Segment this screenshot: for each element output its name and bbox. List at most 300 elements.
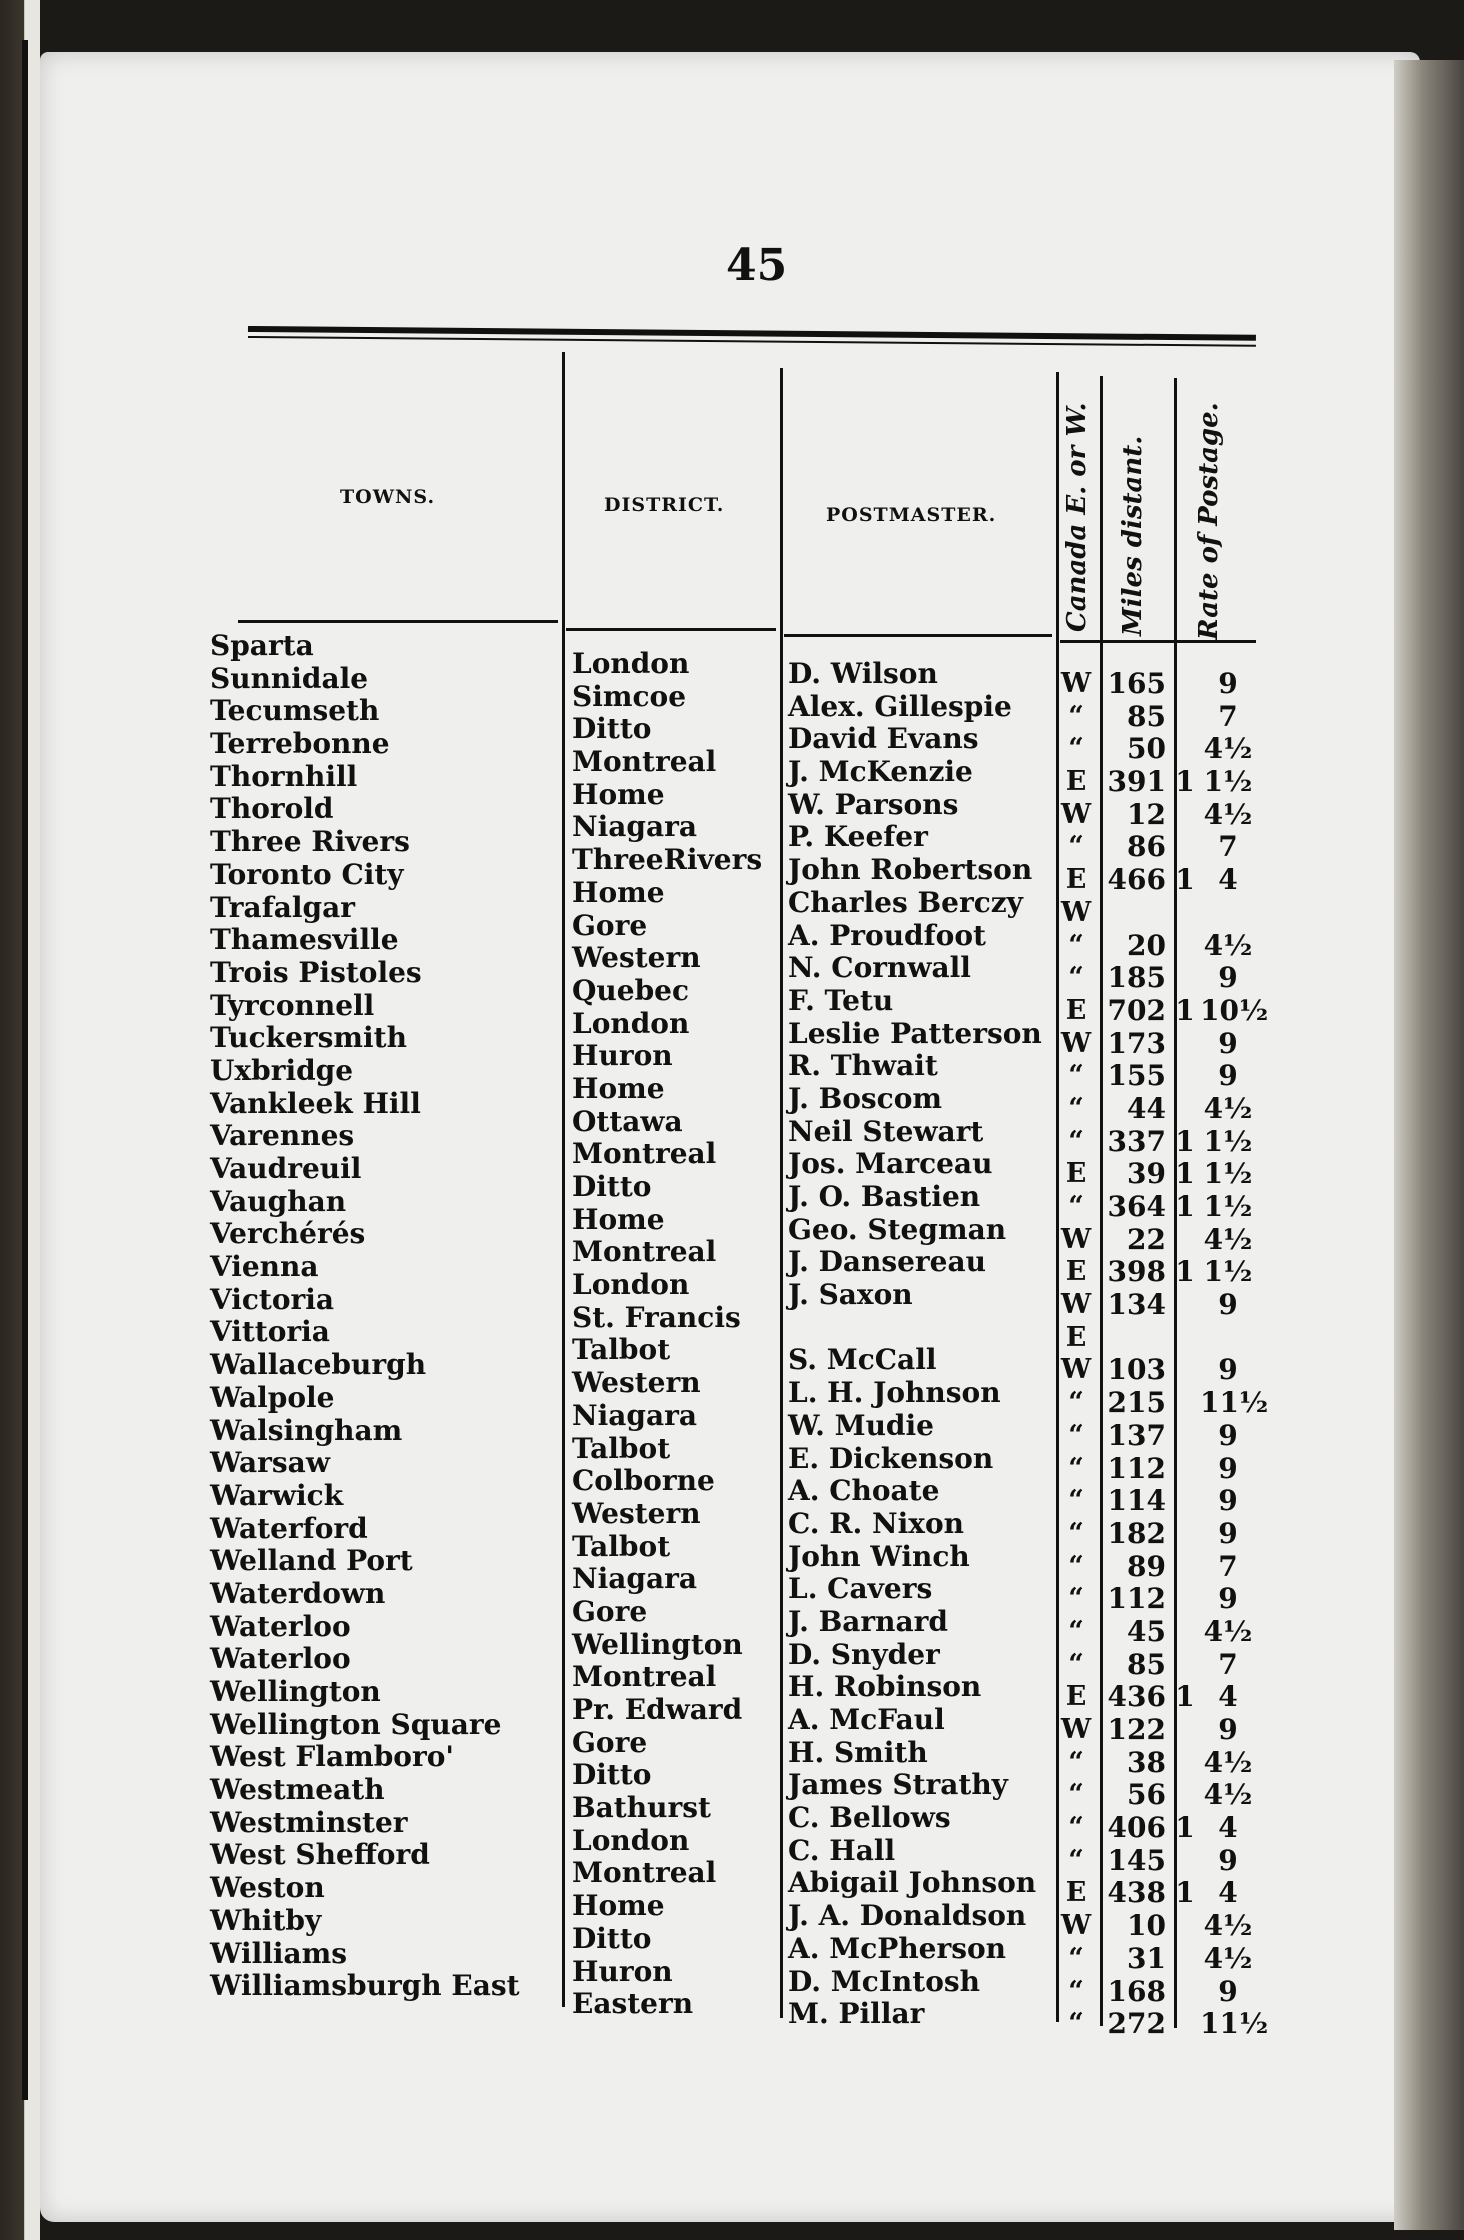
extra-value: 1 (1175, 1157, 1195, 1191)
town-name: Thorold (210, 792, 334, 826)
district-name: Home (572, 875, 665, 909)
rate-value: 4½ (1203, 1222, 1253, 1256)
canada-ew-value: W (1060, 1289, 1092, 1321)
extra-value (1172, 701, 1198, 734)
postmaster-name: John Robertson (788, 853, 1033, 887)
extra-value (1172, 1583, 1198, 1616)
rate-value: 7 (1218, 1549, 1238, 1583)
canada-ew-value: “ (1068, 1812, 1084, 1844)
rate-value (1200, 897, 1256, 930)
town-name: Toronto City (210, 857, 404, 891)
town-name: Warsaw (210, 1446, 330, 1480)
postmaster-name: A. McPherson (788, 1931, 1007, 1965)
postmaster-name: A. McFaul (788, 1703, 945, 1736)
miles-value: 45 (1127, 1614, 1166, 1648)
rate-value: 9 (1218, 1843, 1238, 1877)
miles-value: 10 (1127, 1909, 1166, 1943)
rate-value: 9 (1218, 1026, 1238, 1060)
district-name: Montreal (572, 1137, 717, 1171)
miles-value: 38 (1127, 1745, 1166, 1779)
postmaster-name: Abigail Johnson (788, 1866, 1037, 1900)
miles-value: 155 (1107, 1059, 1166, 1093)
canada-ew-value: “ (1068, 1583, 1084, 1615)
canada-ew-value: “ (1068, 929, 1084, 961)
canada-ew-value: W (1060, 1354, 1092, 1386)
canada-ew-value: “ (1068, 831, 1084, 863)
rate-value: 9 (1218, 1484, 1238, 1518)
miles-value: 89 (1127, 1549, 1166, 1583)
miles-value: 56 (1127, 1778, 1166, 1812)
miles-value: 436 (1107, 1680, 1166, 1714)
canada-ew-value: “ (1068, 1452, 1084, 1484)
district-name: Gore (572, 1594, 648, 1628)
district-name: Talbot (572, 1529, 671, 1563)
town-name: Westminster (210, 1805, 408, 1839)
miles-value: 182 (1107, 1516, 1166, 1550)
postmaster-name: J. Dansereau (788, 1245, 986, 1279)
postmaster-name: N. Cornwall (788, 951, 971, 985)
postmaster-name: Leslie Patterson (788, 1016, 1042, 1050)
rate-value: 1½ (1203, 765, 1253, 799)
canada-ew-value: “ (1068, 1942, 1084, 1974)
canada-ew-value: E (1065, 1256, 1087, 1288)
extra-value (1172, 1420, 1198, 1453)
extra-value (1172, 1093, 1198, 1126)
district-name: Home (572, 1889, 665, 1923)
district-name: St. Francis (572, 1300, 741, 1334)
town-name: Thamesville (210, 923, 399, 957)
rate-value: 4½ (1203, 797, 1253, 831)
postmaster-name: R. Thwait (788, 1049, 938, 1083)
postmaster-name: C. Hall (788, 1833, 896, 1867)
miles-value: 438 (1107, 1876, 1166, 1910)
header-towns: TOWNS. (340, 486, 436, 508)
postmaster-name: D. Wilson (788, 657, 938, 690)
postmaster-name: David Evans (788, 722, 979, 756)
town-name: West Shefford (210, 1838, 430, 1872)
extra-value (1172, 1943, 1198, 1976)
canada-ew-value: W (1060, 668, 1092, 699)
district-name: Ditto (572, 1758, 652, 1792)
miles-value: 272 (1107, 2007, 1166, 2041)
town-name: Whitby (210, 1903, 322, 1937)
rate-value: 9 (1218, 1451, 1238, 1485)
extra-value (1172, 1060, 1198, 1093)
canada-ew-value: W (1060, 1223, 1092, 1255)
town-name: Vienna (210, 1250, 319, 1284)
extra-value (1172, 962, 1198, 995)
town-name: Waterford (210, 1511, 368, 1545)
rate-value: 9 (1218, 1353, 1238, 1387)
district-name: Talbot (572, 1431, 671, 1465)
town-name: Victoria (210, 1282, 335, 1316)
district-name: Home (572, 1071, 665, 1105)
miles-value: 85 (1127, 1647, 1166, 1681)
miles-value: 112 (1107, 1451, 1166, 1485)
header-canada-e-or-w: Canada E. or W. (1062, 402, 1092, 632)
town-name: Varennes (210, 1119, 355, 1153)
extra-value: 1 (1175, 1124, 1195, 1158)
header-underline (238, 620, 558, 623)
extra-value (1172, 1354, 1198, 1387)
postmaster-name: A. Choate (788, 1474, 940, 1508)
town-name: Williamsburgh East (210, 1969, 520, 2003)
canada-ew-value: “ (1068, 1615, 1084, 1647)
town-name: Waterdown (210, 1576, 386, 1610)
district-column (572, 648, 762, 2021)
town-name: Trafalgar (210, 890, 355, 924)
postmaster-name: Alex. Gillespie (788, 689, 1012, 723)
town-name: Wallaceburgh (210, 1348, 427, 1382)
canada-ew-value: “ (1068, 700, 1084, 732)
town-name: Walpole (210, 1380, 335, 1414)
miles-value: 134 (1107, 1288, 1166, 1322)
canada-ew-value: “ (1068, 2008, 1084, 2040)
miles-value: 137 (1107, 1418, 1166, 1452)
district-name: Home (572, 1202, 665, 1236)
district-name: Ottawa (572, 1104, 683, 1138)
extra-value (1172, 1224, 1198, 1257)
postmaster-name: J. O. Bastien (788, 1180, 981, 1213)
canada-ew-value: “ (1068, 1746, 1084, 1778)
header-district: DISTRICT. (604, 494, 725, 516)
extra-value (1172, 2008, 1198, 2041)
rate-value: 4½ (1203, 1778, 1253, 1812)
canada-ew-value: “ (1068, 1485, 1084, 1517)
district-name: Ditto (572, 1170, 652, 1203)
district-name: Quebec (572, 973, 690, 1007)
rate-value: 9 (1218, 961, 1238, 995)
extra-value: 1 (1175, 765, 1195, 799)
postmaster-name: E. Dickenson (788, 1441, 994, 1475)
miles-value: 86 (1127, 830, 1166, 864)
town-name: Vankleek Hill (210, 1086, 421, 1120)
column-divider (780, 368, 783, 2018)
canada-ew-value: W (1060, 1910, 1092, 1942)
district-name: Montreal (572, 1235, 717, 1269)
miles-value: 39 (1127, 1157, 1166, 1191)
canada-ew-value: E (1065, 1877, 1087, 1909)
rate-column (1200, 667, 1269, 2041)
extra-value (1172, 831, 1198, 864)
postmaster-name: C. R. Nixon (788, 1506, 965, 1540)
postmaster-name: J. Saxon (788, 1278, 913, 1312)
extra-value (1172, 1289, 1198, 1322)
town-name: Sparta (210, 629, 314, 662)
district-name: ThreeRivers (572, 843, 763, 877)
miles-column (1096, 668, 1166, 2041)
district-name: Gore (572, 1725, 648, 1759)
extra-value (1172, 733, 1198, 766)
extra-value (1172, 930, 1198, 963)
header-underline (1060, 640, 1256, 643)
header-postmaster: POSTMASTER. (826, 504, 997, 526)
miles-value: 364 (1107, 1190, 1166, 1223)
miles-value: 103 (1107, 1353, 1166, 1387)
postmaster-name (788, 1312, 1042, 1345)
extra-value (1172, 1714, 1198, 1747)
district-name: Home (572, 777, 665, 811)
extra-value (1172, 1747, 1198, 1780)
district-name: Montreal (572, 745, 717, 779)
rate-value: 1½ (1203, 1190, 1253, 1223)
header-rate-of-postage: Rate of Postage. (1194, 402, 1224, 640)
postmaster-name: D. McIntosh (788, 1964, 981, 1998)
district-name: Montreal (572, 1660, 717, 1694)
miles-value: 50 (1127, 732, 1166, 766)
header-miles-distant: Miles distant. (1118, 435, 1148, 636)
district-name: Niagara (572, 1562, 697, 1596)
town-name: Terrebonne (210, 727, 390, 761)
extra-value (1172, 897, 1198, 930)
canada-ew-value: “ (1068, 1125, 1084, 1157)
town-name: Vaudreuil (210, 1152, 362, 1185)
canada-ew-value: E (1065, 994, 1087, 1026)
canada-ew-value: “ (1068, 1550, 1084, 1582)
postmaster-name: F. Tetu (788, 983, 894, 1017)
canada-ew-value: W (1060, 1027, 1092, 1059)
rate-value: 4 (1218, 1811, 1238, 1845)
rate-value: 11½ (1200, 2007, 1269, 2041)
postmaster-name: W. Mudie (788, 1408, 934, 1442)
rate-value: 9 (1218, 667, 1238, 700)
miles-value: 391 (1107, 765, 1166, 799)
town-name: Tuckersmith (210, 1021, 407, 1055)
town-name: Verchérés (210, 1217, 366, 1251)
town-name: Three Rivers (210, 825, 410, 859)
canada-ew-value: E (1065, 1681, 1087, 1713)
postmaster-name: J. A. Donaldson (788, 1899, 1027, 1933)
postmaster-name: M. Pillar (788, 1997, 925, 2031)
postmaster-name: W. Parsons (788, 787, 959, 821)
rate-value: 11½ (1200, 1386, 1269, 1420)
extra-value (1172, 668, 1198, 701)
book-spine (22, 40, 28, 2100)
towns-column (210, 630, 520, 2003)
miles-value: 20 (1127, 928, 1166, 962)
miles-value (1096, 897, 1166, 930)
district-name: London (572, 1006, 690, 1040)
extra-value (1172, 799, 1198, 832)
extra-value: 1 (1175, 993, 1195, 1027)
district-name: Pr. Edward (572, 1693, 743, 1726)
miles-value: 112 (1107, 1582, 1166, 1616)
town-name: West Flamboro' (210, 1740, 454, 1774)
extra-value (1172, 1976, 1198, 2009)
postmaster-name: D. Snyder (788, 1637, 940, 1671)
district-name: London (572, 1823, 690, 1857)
town-name: Uxbridge (210, 1053, 354, 1087)
district-name: Talbot (572, 1333, 671, 1367)
town-name: Sunnidale (210, 661, 369, 695)
extra-value (1172, 1649, 1198, 1682)
district-name: Western (572, 1496, 701, 1530)
rate-value: 10½ (1200, 993, 1269, 1027)
extra-value: 1 (1175, 1680, 1195, 1714)
extra-value (1172, 1845, 1198, 1878)
miles-value: 337 (1107, 1124, 1166, 1158)
extra-value: 1 (1175, 1876, 1195, 1910)
rate-value: 7 (1218, 699, 1238, 733)
rate-value: 4½ (1203, 732, 1253, 766)
rate-value (1200, 1322, 1256, 1355)
rate-value: 4½ (1203, 928, 1253, 962)
miles-value: 173 (1107, 1026, 1166, 1060)
extra-value (1172, 1616, 1198, 1649)
district-name: London (572, 647, 690, 680)
rate-value: 7 (1218, 1647, 1238, 1681)
rate-value: 4½ (1203, 1941, 1253, 1975)
extra-value (1172, 1485, 1198, 1518)
canada-ew-value: “ (1068, 1387, 1084, 1419)
district-name: Gore (572, 908, 648, 942)
header-underline (784, 634, 1052, 637)
extra-value (1172, 1322, 1198, 1355)
canada-ew-value: E (1065, 1321, 1087, 1353)
postmaster-name: J. McKenzie (788, 755, 973, 789)
postmaster-name: H. Smith (788, 1735, 928, 1769)
postmaster-name: John Winch (788, 1539, 970, 1573)
rate-value: 9 (1218, 1516, 1238, 1550)
district-name: Ditto (572, 712, 652, 746)
miles-value: 398 (1107, 1255, 1166, 1289)
header-underline (566, 628, 776, 631)
miles-value: 406 (1107, 1811, 1166, 1845)
postmaster-column (788, 658, 1042, 2031)
rate-value: 9 (1218, 1713, 1238, 1746)
page-right-edge (1394, 60, 1464, 2230)
miles-value: 168 (1107, 1974, 1166, 2008)
district-name: Ditto (572, 1921, 652, 1955)
extra-value: 1 (1175, 1811, 1195, 1845)
town-name: Wellington Square (210, 1707, 502, 1741)
town-name: Williams (210, 1936, 348, 1970)
extra-value: 1 (1175, 1255, 1195, 1289)
postmaster-name: A. Proudfoot (788, 918, 986, 952)
canada-ew-value: “ (1068, 1419, 1084, 1451)
rate-value: 4 (1218, 1680, 1238, 1714)
extra-value (1172, 1551, 1198, 1584)
district-name: Western (572, 941, 701, 975)
miles-value: 122 (1107, 1713, 1166, 1746)
rate-value: 4½ (1203, 1745, 1253, 1779)
district-name: Niagara (572, 1398, 697, 1432)
canada-ew-value: “ (1068, 1779, 1084, 1811)
canada-ew-value: W (1060, 1714, 1092, 1745)
extra-value (1172, 1387, 1198, 1420)
postmaster-name: Charles Berczy (788, 885, 1023, 919)
town-name: Thornhill (210, 759, 358, 793)
rate-value: 9 (1218, 1974, 1238, 2008)
extra-value: 1 (1175, 1190, 1195, 1223)
extra-column (1172, 668, 1198, 2041)
town-name: Vittoria (210, 1315, 330, 1349)
rate-value: 4½ (1203, 1614, 1253, 1648)
district-name: Niagara (572, 810, 697, 844)
town-name: Westmeath (210, 1773, 385, 1807)
miles-value: 12 (1127, 797, 1166, 831)
district-name: Wellington (572, 1627, 743, 1661)
miles-value: 215 (1107, 1386, 1166, 1420)
district-name: Huron (572, 1954, 673, 1988)
postmaster-name: L. H. Johnson (788, 1376, 1001, 1410)
district-name: Montreal (572, 1856, 717, 1890)
postmaster-name: Neil Stewart (788, 1114, 984, 1148)
page-number: 45 (726, 240, 788, 291)
extra-value (1172, 1779, 1198, 1812)
town-name: Walsingham (210, 1413, 403, 1447)
district-name: Colborne (572, 1464, 715, 1498)
miles-value: 85 (1127, 699, 1166, 733)
extra-value: 1 (1175, 863, 1195, 897)
town-name: Welland Port (210, 1544, 413, 1578)
rate-value: 7 (1218, 830, 1238, 864)
miles-value (1096, 1322, 1166, 1355)
canada-ew-column (1058, 668, 1094, 2041)
canada-ew-value: “ (1068, 1648, 1084, 1680)
town-name: Tecumseth (210, 694, 380, 728)
canada-ew-value: “ (1068, 733, 1084, 765)
town-name: Tyrconnell (210, 988, 375, 1022)
canada-ew-value: “ (1068, 1191, 1084, 1222)
postmaster-name: J. Boscom (788, 1081, 943, 1115)
rate-value: 4 (1218, 863, 1238, 897)
canada-ew-value: E (1065, 766, 1087, 798)
rate-value: 9 (1218, 1582, 1238, 1616)
miles-value: 145 (1107, 1843, 1166, 1877)
rate-value: 1½ (1203, 1124, 1253, 1158)
miles-value: 31 (1127, 1941, 1166, 1975)
miles-value: 22 (1127, 1222, 1166, 1256)
rate-value: 9 (1218, 1059, 1238, 1093)
town-name: Trois Pistoles (210, 955, 422, 989)
rate-value: 1½ (1203, 1157, 1253, 1191)
rate-value: 9 (1218, 1288, 1238, 1322)
town-name: Vaughan (210, 1184, 347, 1218)
district-name: Huron (572, 1039, 673, 1073)
miles-value: 185 (1107, 961, 1166, 995)
canada-ew-value: E (1065, 864, 1087, 896)
town-name: Wellington (210, 1675, 381, 1708)
town-name: Waterloo (210, 1609, 351, 1643)
rate-value: 1½ (1203, 1255, 1253, 1289)
canada-ew-value: “ (1068, 1975, 1084, 2007)
miles-value: 44 (1127, 1091, 1166, 1125)
postmaster-name: S. McCall (788, 1343, 937, 1377)
miles-value: 165 (1107, 667, 1166, 700)
canada-ew-value: “ (1068, 1517, 1084, 1549)
extra-value (1172, 1453, 1198, 1486)
district-name: Simcoe (572, 679, 687, 713)
column-divider (562, 352, 565, 2007)
extra-value (1172, 1910, 1198, 1943)
district-name: Western (572, 1366, 701, 1400)
miles-value: 114 (1107, 1484, 1166, 1518)
canada-ew-value: W (1060, 896, 1092, 928)
district-name: Bathurst (572, 1791, 711, 1825)
town-name: Weston (210, 1871, 325, 1905)
extra-value (1172, 1518, 1198, 1551)
rate-value: 4½ (1203, 1909, 1253, 1943)
postmaster-name: Jos. Marceau (788, 1147, 993, 1181)
rate-value: 4 (1218, 1876, 1238, 1910)
canada-ew-value: “ (1068, 1060, 1084, 1092)
canada-ew-value: E (1065, 1158, 1087, 1190)
rate-value: 4½ (1203, 1091, 1253, 1125)
miles-value: 702 (1107, 993, 1166, 1027)
extra-value (1172, 1028, 1198, 1061)
miles-value: 466 (1107, 863, 1166, 897)
